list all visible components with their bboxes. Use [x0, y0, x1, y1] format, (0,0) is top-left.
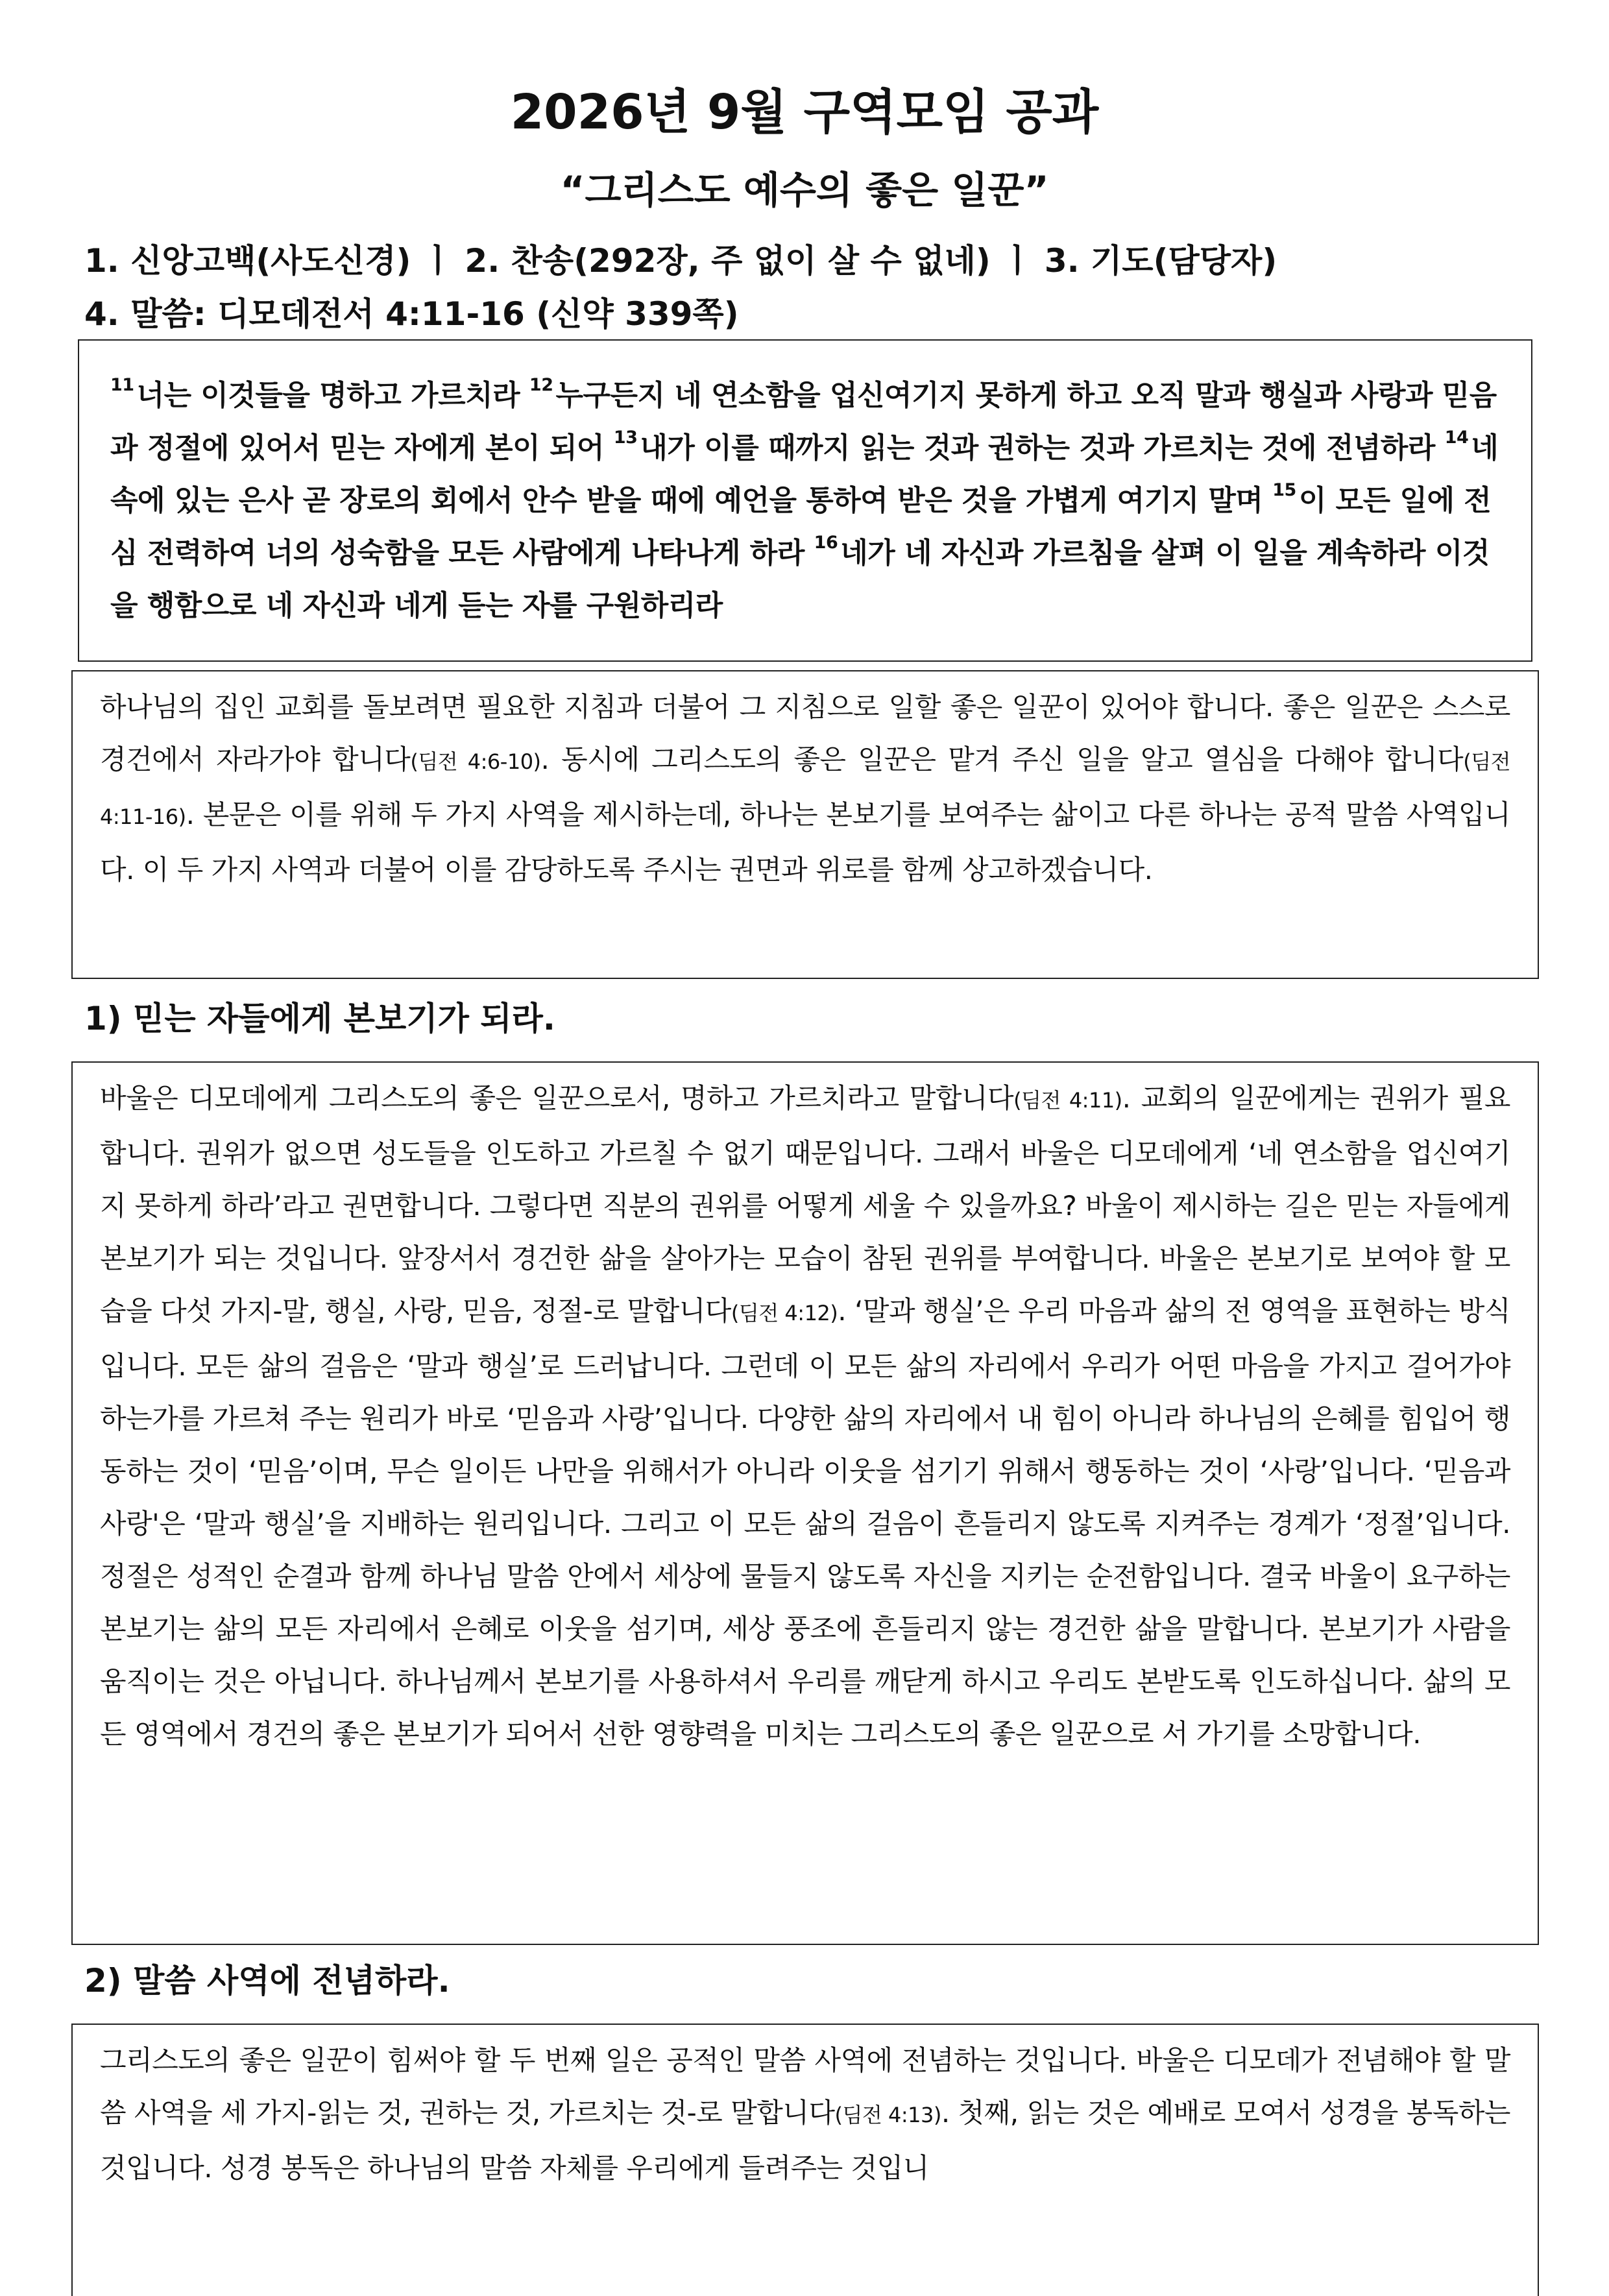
intro-box [71, 670, 1539, 979]
verse-text: 내가 이를 때까지 읽는 것과 권하는 것과 가르치는 것에 전념하라 [640, 431, 1435, 465]
page-title: 2026년 9월 구역모임 공과 [510, 84, 1099, 140]
worship-order-line-2: 4. 말씀: 디모데전서 4:11-16 (신약 339쪽) [84, 295, 739, 333]
bible-reference: (딤전 4:11) [1013, 1088, 1122, 1113]
verse-number: 13 [613, 428, 638, 448]
intro-paragraph [100, 681, 1510, 896]
verse-number: 16 [814, 533, 838, 553]
bible-reference: (딤전 4:12) [731, 1301, 838, 1325]
verse-text: 네가 네 자신과 가르침을 살펴 이 일을 계속하라 이것을 행함으로 네 자신과 네게 듣는 자를 구원하리라 [110, 537, 1490, 622]
section-text: 바울은 디모데에게 그리스도의 좋은 일꾼으로서, 명하고 가르치라고 말합니다 [100, 1082, 1014, 1114]
section-2-heading: 2) 말씀 사역에 전념하라. [84, 1962, 450, 2000]
section-2-box [71, 2024, 1539, 2296]
section-1-paragraph [100, 1072, 1510, 1760]
bible-reference: (딤전 4:11-16) [100, 749, 1511, 829]
section-text: 그리스도의 좋은 일꾼이 힘써야 할 두 번째 일은 공적인 말씀 사역에 전념하는 것입니다. 바울은 디모데가 전념해야 할 말씀 사역을 세 가지-읽는 것, 권하는 것, 가르치는 것-로 말합니다 [100, 2044, 1510, 2129]
verse-number: 12 [529, 375, 553, 395]
verse-text: 누구든지 네 연소함을 업신여기지 못하게 하고 오직 말과 행실과 사랑과 믿음과 정절에 있어서 믿는 자에게 본이 되어 [110, 379, 1497, 465]
section-text: . ‘말과 행실’은 우리 마음과 삶의 전 영역을 표현하는 방식입니다. 모든 삶의 걸음은 ‘말과 행실’로 드러납니다. 그런데 이 모든 삶의 자리에서 우리가 어떤 마음을 가지고 걸어가야 하는가를 가르쳐 주는 원리가 바로 ‘믿음과 사랑’입니다. 다양한 삶의 자리에서 내 힘이 아니라 하나님의 은혜를 힘입어 행동하는 것이 ‘믿음’이며, 무슨 일이든 나만을 위해서가 아니라 이웃을 섬기기 위해서 행동하는 것이 ‘사랑’입니다. ‘믿음과 사랑'은 ‘말과 행실’을 지배하는 원리입니다. 그리고 이 모든 삶의 걸음이 흔들리지 않도록 지켜주는 경계가 ‘정절’입니다. 정절은 성적인 순결과 함께 하나님 말씀 안에서 세상에 물들지 않도록 자신을 지키는 순전함입니다. 결국 바울이 요구하는 본보기는 삶의 모든 자리에서 은혜로 이웃을 섬기며, 세상 풍조에 흔들리지 않는 경건한 삶을 말합니다. 본보기가 사람을 움직이는 것은 아닙니다. 하나님께서 본보기를 사용하셔서 우리를 깨닫게 하시고 우리도 본받도록 인도하십니다. 삶의 모든 영역에서 경건의 좋은 본보기가 되어서 선한 영향력을 미치는 그리스도의 좋은 일꾼으로 서 가기를 소망합니다. [100, 1295, 1511, 1750]
verse-text: 너는 이것들을 명하고 가르치라 [136, 379, 520, 412]
intro-text: 하나님의 집인 교회를 돌보려면 필요한 지침과 더불어 그 지침으로 일할 좋은 일꾼이 있어야 합니다. 좋은 일꾼은 스스로 경건에서 자라가야 합니다 [100, 691, 1510, 775]
scripture-box [78, 339, 1532, 662]
intro-text: . 본문은 이를 위해 두 가지 사역을 제시하는데, 하나는 본보기를 보여주는 삶이고 다른 하나는 공적 말씀 사역입니다. 이 두 가지 사역과 더불어 이를 감당하도록 주시는 권면과 위로를 함께 상고하겠습니다. [100, 799, 1510, 886]
verse-number: 15 [1272, 480, 1296, 500]
section-2-paragraph [100, 2034, 1510, 2194]
verse-text: 네 속에 있는 은사 곧 장로의 회에서 안수 받을 때에 예언을 통하여 받은 것을 가볍게 여기지 말며 [110, 431, 1499, 517]
verse-number: 11 [110, 375, 134, 395]
bible-reference: (딤전 4:6-10) [410, 749, 541, 774]
bible-reference: (딤전 4:13) [834, 2103, 941, 2127]
section-1-heading: 1) 믿는 자들에게 본보기가 되라. [84, 1000, 555, 1037]
section-text: . 교회의 일꾼에게는 권위가 필요합니다. 권위가 없으면 성도들을 인도하고 가르칠 수 없기 때문입니다. 그래서 바울은 디모데에게 ‘네 연소함을 업신여기지 못하게 하라’라고 권면합니다. 그렇다면 직분의 권위를 어떻게 세울 수 있을까요? 바울이 제시하는 길은 믿는 자들에게 본보기가 되는 것입니다. 앞장서서 경건한 삶을 살아가는 모습이 참된 권위를 부여합니다. 바울은 본보기로 보여야 할 모습을 다섯 가지-말, 행실, 사랑, 믿음, 정절-로 말합니다 [100, 1082, 1510, 1327]
section-1-box [71, 1061, 1539, 1945]
intro-text: . 동시에 그리스도의 좋은 일꾼은 맡겨 주신 일을 알고 열심을 다해야 합니다 [540, 743, 1464, 775]
lesson-subtitle: “그리스도 예수의 좋은 일꾼” [560, 168, 1049, 212]
worship-order-line-1: 1. 신앙고백(사도신경) ㅣ 2. 찬송(292장, 주 없이 살 수 없네) ㅣ 3. 기도(담당자) [84, 242, 1277, 280]
verse-text: 이 모든 일에 전심 전력하여 너의 성숙함을 모든 사람에게 나타나게 하라 [110, 484, 1492, 570]
section-text: . 첫째, 읽는 것은 예배로 모여서 성경을 봉독하는 것입니다. 성경 봉독은 하나님의 말씀 자체를 우리에게 들려주는 것입니 [100, 2097, 1510, 2184]
verse-number: 14 [1444, 428, 1469, 448]
